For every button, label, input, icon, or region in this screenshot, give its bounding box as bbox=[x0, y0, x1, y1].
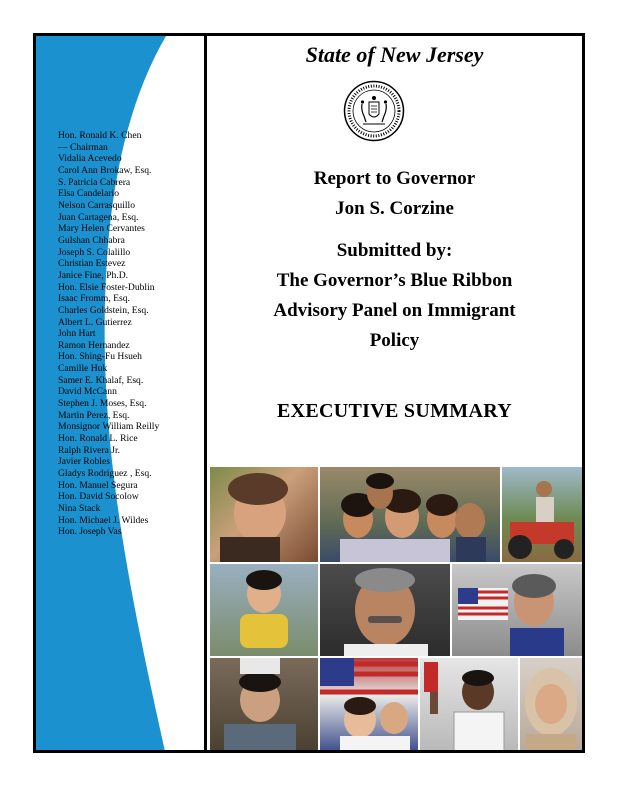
panel-member: Camille Huk bbox=[58, 363, 108, 375]
panel-member: Hon. Michael J. Wildes bbox=[58, 514, 149, 526]
panel-member: Javier Robles bbox=[58, 456, 110, 468]
panel-member: Charles Goldstein, Esq. bbox=[58, 304, 149, 316]
panel-member: S. Patricia Cabrera bbox=[58, 176, 131, 188]
photo-smiling-woman bbox=[210, 467, 318, 562]
panel-member: Gladys Rodriguez , Esq. bbox=[58, 468, 152, 480]
panel-member-list bbox=[58, 130, 159, 538]
panel-member: Stephen J. Moses, Esq. bbox=[58, 398, 147, 410]
panel-member: Carol Ann Brokaw, Esq. bbox=[58, 164, 152, 176]
photo-farmer-tractor bbox=[502, 467, 582, 562]
photo-woman-with-flag bbox=[452, 564, 582, 656]
panel-member: Ramon Hernandez bbox=[58, 339, 130, 351]
state-title: State of New Jersey bbox=[305, 42, 484, 67]
panel-member: Nina Stack bbox=[58, 503, 101, 514]
submitted-by bbox=[207, 236, 582, 356]
report-cover bbox=[33, 33, 585, 753]
panel-member: Hon. Manuel Segura bbox=[58, 479, 138, 491]
panel-member: Martin Perez, Esq. bbox=[58, 409, 130, 421]
panel-member: Monsignor William Reilly bbox=[58, 421, 160, 433]
photo-father-and-son bbox=[210, 658, 318, 753]
photo-flag-children bbox=[320, 658, 418, 753]
report-line-1: Report to Governor bbox=[313, 168, 476, 189]
panel-member: Hon. David Socolow bbox=[58, 491, 139, 503]
submitted-line-1: Submitted by: bbox=[336, 240, 453, 261]
panel-member: Juan Cartagena, Esq. bbox=[58, 211, 139, 223]
sidebar bbox=[36, 36, 204, 750]
panel-member: John Hart bbox=[58, 328, 96, 340]
state-seal-icon bbox=[343, 80, 405, 142]
main-column bbox=[207, 36, 582, 750]
report-recipient bbox=[207, 164, 582, 224]
photo-girl-headscarf bbox=[520, 658, 582, 753]
photo-young-man-waving bbox=[420, 658, 518, 753]
panel-member: Mary Helen Cervantes bbox=[58, 223, 145, 235]
panel-member: Hon. Ronald L. Rice bbox=[58, 433, 138, 445]
panel-member: Samer E. Khalaf, Esq. bbox=[58, 374, 144, 386]
photo-child-yellow-shirt bbox=[210, 564, 318, 656]
panel-member: Gulshan Chhabra bbox=[58, 234, 125, 246]
submitted-line-4: Policy bbox=[369, 330, 420, 351]
panel-member: Hon. Ronald K. Chen bbox=[58, 130, 142, 141]
panel-member: Joseph S. Colalillo bbox=[58, 246, 131, 258]
panel-member: Ralph Rivera Jr. bbox=[58, 444, 121, 456]
panel-member: Christian Estevez bbox=[58, 258, 126, 270]
executive-summary-heading: EXECUTIVE SUMMARY bbox=[277, 400, 512, 422]
panel-member: Elsa Candelario bbox=[58, 188, 120, 200]
panel-member: Hon. Elsie Foster-Dublin bbox=[58, 281, 155, 293]
panel-member: Nelson Carrasquillo bbox=[58, 199, 136, 211]
panel-member: Isaac Fromm, Esq. bbox=[58, 293, 130, 305]
photo-mustached-man bbox=[320, 564, 450, 656]
report-line-2: Jon S. Corzine bbox=[335, 198, 454, 219]
submitted-line-3: Advisory Panel on Immigrant bbox=[273, 300, 516, 321]
panel-member: Vidalia Acevedo bbox=[58, 153, 122, 165]
panel-member: — Chairman bbox=[58, 141, 108, 153]
panel-member: Janice Fine, Ph.D. bbox=[58, 269, 129, 281]
photo-collage bbox=[210, 467, 582, 753]
photo-family-group bbox=[320, 467, 500, 562]
panel-member: Hon. Joseph Vas bbox=[58, 526, 122, 538]
panel-member: Hon. Shing-Fu Hsueh bbox=[58, 351, 142, 363]
panel-member: Albert L. Gutierrez bbox=[58, 316, 132, 328]
submitted-line-2: The Governor’s Blue Ribbon bbox=[276, 270, 513, 291]
panel-member: David McCann bbox=[58, 386, 117, 398]
